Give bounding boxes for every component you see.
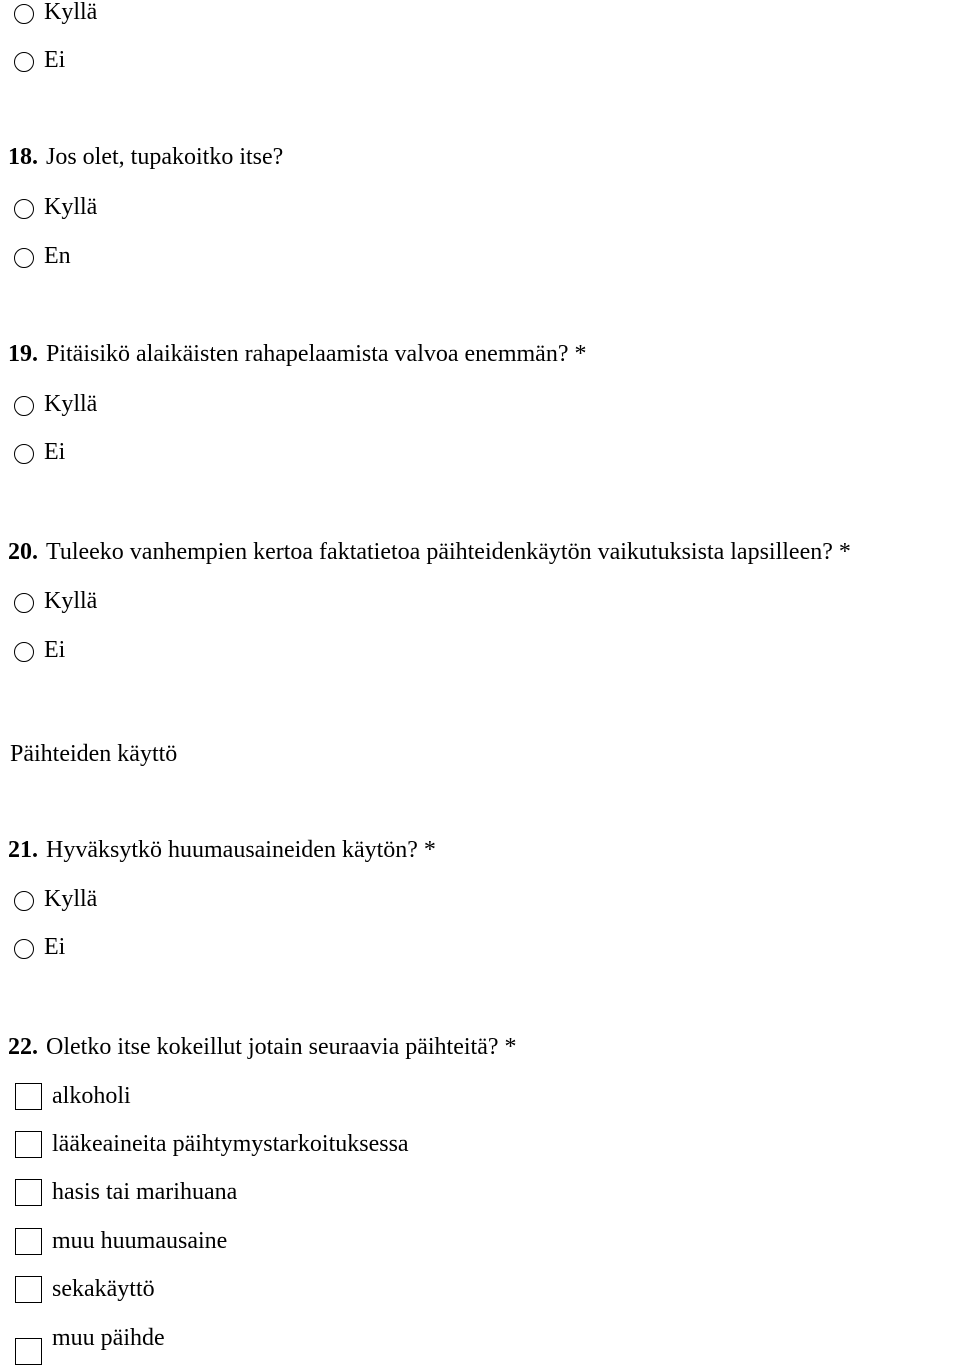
checkbox-row[interactable] xyxy=(15,1124,409,1164)
checkbox-label: muu päihde xyxy=(52,1324,165,1351)
checkbox[interactable] xyxy=(15,1083,42,1110)
checkbox-row[interactable] xyxy=(15,1269,155,1309)
question-19 xyxy=(8,334,586,374)
radio-button[interactable] xyxy=(14,396,34,416)
question-number: 18. xyxy=(8,143,38,170)
checkbox-row[interactable] xyxy=(15,1172,237,1212)
option-row[interactable] xyxy=(14,384,97,424)
radio-button[interactable] xyxy=(14,248,34,268)
option-row[interactable] xyxy=(14,40,65,80)
section-title: Päihteiden käyttö xyxy=(10,740,178,767)
checkbox-row[interactable] xyxy=(15,1221,227,1261)
question-20 xyxy=(8,532,851,572)
option-label: Kyllä xyxy=(44,390,98,417)
question-22 xyxy=(8,1027,517,1067)
question-text: Oletko itse kokeillut jotain seuraavia päihteitä? * xyxy=(46,1033,517,1060)
checkbox-row[interactable] xyxy=(15,1076,131,1116)
radio-button[interactable] xyxy=(14,593,34,613)
radio-button[interactable] xyxy=(14,199,34,219)
option-row[interactable] xyxy=(14,236,71,276)
question-text: Tuleeko vanhempien kertoa faktatietoa päihteidenkäytön vaikutuksista lapsilleen? * xyxy=(46,538,851,565)
question-18 xyxy=(8,137,283,177)
checkbox[interactable] xyxy=(15,1338,42,1365)
option-label: Kyllä xyxy=(44,0,98,25)
checkbox[interactable] xyxy=(15,1228,42,1255)
option-row[interactable] xyxy=(14,879,97,919)
radio-button[interactable] xyxy=(14,891,34,911)
checkbox-label: sekakäyttö xyxy=(52,1275,155,1302)
option-label: Ei xyxy=(44,438,66,465)
option-label: Kyllä xyxy=(44,193,98,220)
option-label: En xyxy=(44,242,71,269)
question-text: Pitäisikö alaikäisten rahapelaamista valvoa enemmän? * xyxy=(46,340,587,367)
option-row[interactable] xyxy=(14,432,65,472)
checkbox[interactable] xyxy=(15,1179,42,1206)
checkbox-row[interactable] xyxy=(15,1318,165,1358)
radio-button[interactable] xyxy=(14,939,34,959)
option-row[interactable] xyxy=(14,630,65,670)
question-text: Hyväksytkö huumausaineiden käytön? * xyxy=(46,836,436,863)
radio-button[interactable] xyxy=(14,642,34,662)
question-21 xyxy=(8,830,436,870)
radio-button[interactable] xyxy=(14,4,34,24)
checkbox-label: alkoholi xyxy=(52,1082,131,1109)
question-number: 22. xyxy=(8,1033,38,1060)
checkbox-label: lääkeaineita päihtymystarkoituksessa xyxy=(52,1130,409,1157)
option-label: Kyllä xyxy=(44,885,98,912)
checkbox-label: muu huumausaine xyxy=(52,1227,228,1254)
checkbox[interactable] xyxy=(15,1276,42,1303)
checkbox-label: hasis tai marihuana xyxy=(52,1178,238,1205)
option-label: Ei xyxy=(44,46,66,73)
option-label: Ei xyxy=(44,636,66,663)
checkbox[interactable] xyxy=(15,1131,42,1158)
question-number: 21. xyxy=(8,836,38,863)
question-number: 19. xyxy=(8,340,38,367)
question-text: Jos olet, tupakoitko itse? xyxy=(46,143,284,170)
question-number: 20. xyxy=(8,538,38,565)
option-row[interactable] xyxy=(14,927,65,967)
option-label: Ei xyxy=(44,933,66,960)
option-row[interactable] xyxy=(14,187,97,227)
radio-button[interactable] xyxy=(14,444,34,464)
option-label: Kyllä xyxy=(44,587,98,614)
option-row[interactable] xyxy=(14,0,97,32)
option-row[interactable] xyxy=(14,581,97,621)
radio-button[interactable] xyxy=(14,52,34,72)
